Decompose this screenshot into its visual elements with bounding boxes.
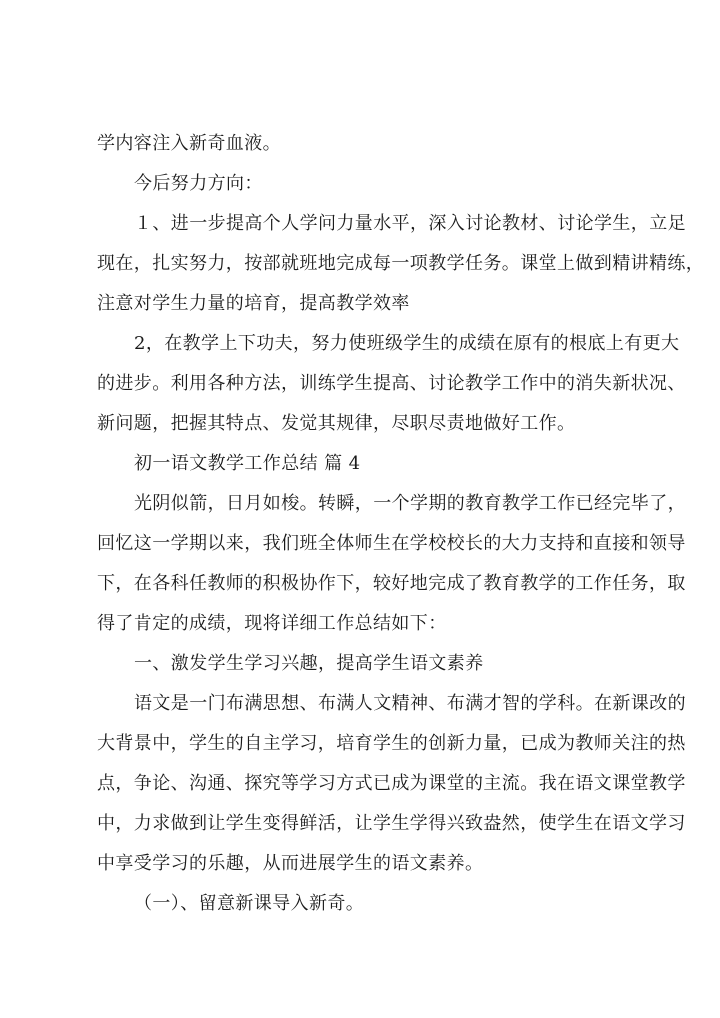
paragraph-line: 现在，扎实努力，按部就班地完成每一项教学任务。课堂上做到精讲精练， <box>97 253 705 274</box>
paragraph-line: １、进一步提高个人学问力量水平，深入讨论教材、讨论学生，立足 <box>134 213 686 234</box>
paragraph-line: 得了肯定的成绩，现将详细工作总结如下： <box>97 613 447 634</box>
paragraph-line: 注意对学生力量的培育，提高教学效率 <box>97 293 410 314</box>
paragraph-line: 大背景中，学生的自主学习，培育学生的创新力量，已成为教师关注的热 <box>97 733 686 754</box>
paragraph-line: 今后努力方向： <box>134 173 263 194</box>
paragraph-line: 的进步。利用各种方法，训练学生提高、讨论教学工作中的消失新状况、 <box>97 373 686 394</box>
paragraph-line: 中，力求做到让学生变得鲜活，让学生学得兴致盎然，使学生在语文学习 <box>97 813 686 834</box>
paragraph-line: 回忆这一学期以来，我们班全体师生在学校校长的大力支持和直接和领导 <box>97 533 686 554</box>
subsection-heading: 一、激发学生学习兴趣，提高学生语文素养 <box>134 653 484 674</box>
subsection-heading: （一）、留意新课导入新奇。 <box>134 893 365 914</box>
paragraph-line: 学内容注入新奇血液。 <box>97 133 281 154</box>
paragraph-line: 下，在各科任教师的积极协作下，较好地完成了教育教学的工作任务，取 <box>97 573 686 594</box>
section-heading: 初一语文教学工作总结 篇 4 <box>134 453 361 474</box>
paragraph-line: 光阴似箭，日月如梭。转瞬，一个学期的教育教学工作已经完毕了， <box>134 493 686 514</box>
paragraph-line: 语文是一门布满思想、布满人文精神、布满才智的学科。在新课改的 <box>134 693 686 714</box>
paragraph-line: 点，争论、沟通、探究等学习方式已成为课堂的主流。我在语文课堂教学 <box>97 773 686 794</box>
paragraph-line: 新问题，把握其特点、发觉其规律，尽职尽责地做好工作。 <box>97 413 576 434</box>
paragraph-line: 2，在教学上下功夫，努力使班级学生的成绩在原有的根底上有更大 <box>134 333 680 354</box>
paragraph-line: 中享受学习的乐趣，从而进展学生的语文素养。 <box>97 853 484 874</box>
